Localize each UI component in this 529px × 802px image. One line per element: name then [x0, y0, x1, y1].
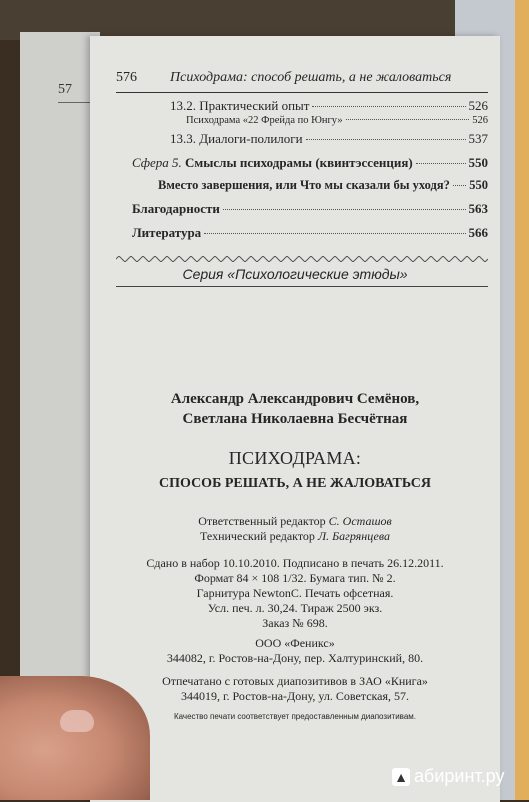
toc-leader	[204, 232, 465, 234]
author-line: Александр Александрович Семёнов,	[170, 391, 420, 407]
toc-entry	[170, 98, 488, 114]
toc-entry-label: Психодрама «22 Фрейда по Юнгу»	[186, 115, 343, 126]
print-info-line: Гарнитура NewtonC. Печать офсетная.	[196, 586, 394, 600]
labirint-book-icon: ▲	[392, 768, 410, 786]
print-info-line: Формат 84 × 108 1/32. Бумага тип. № 2.	[194, 571, 396, 585]
previous-page	[20, 32, 100, 722]
toc-entry	[132, 225, 488, 241]
toc-entry-label: 13.2. Практический опыт	[170, 98, 310, 113]
page-number: 576	[116, 70, 137, 85]
toc-entry-prefix: Сфера 5.	[132, 155, 182, 170]
publisher-line: ООО «Феникс»	[255, 636, 335, 650]
toc-entry	[132, 201, 488, 217]
previous-page-number: 57	[58, 82, 72, 97]
running-title: Психодрама: способ решать, а не жаловаться	[170, 70, 452, 85]
previous-page-rule	[58, 102, 92, 103]
toc-leader	[346, 118, 470, 120]
toc-leader	[416, 162, 466, 164]
toc-entry-page: 550	[469, 178, 488, 192]
printer-line: Отпечатано с готовых диапозитивов в ЗАО «Книга»	[162, 674, 428, 688]
toc-leader	[306, 138, 466, 140]
toc-entry	[132, 155, 488, 171]
book-page	[90, 36, 500, 802]
toc-entry-label: Вместо завершения, или Что мы сказали бы уходя?	[158, 178, 450, 192]
thumbnail	[60, 710, 94, 732]
toc-leader	[453, 184, 466, 186]
authors	[90, 389, 500, 429]
toc-entry	[158, 178, 488, 193]
toc-entry-label: Благодарности	[132, 201, 220, 216]
toc-entry	[170, 131, 488, 147]
toc-entry-page: 537	[468, 131, 488, 146]
series-rule	[116, 286, 488, 287]
print-info	[90, 556, 500, 631]
editors	[90, 514, 500, 544]
author-line: Светлана Николаевна Бесчётная	[182, 411, 408, 427]
watermark-text: абиринт.ру	[414, 766, 505, 786]
book-subtitle: СПОСОБ РЕШАТЬ, А НЕ ЖАЛОВАТЬСЯ	[159, 476, 431, 491]
toc-leader	[312, 105, 465, 107]
header-rule	[116, 92, 488, 93]
hand-holding-book	[0, 676, 150, 800]
toc-entry-page: 566	[468, 225, 488, 240]
toc-entry	[186, 115, 488, 126]
series-name: Серия «Психологические этюды»	[182, 266, 408, 282]
publisher-line: 344082, г. Ростов-на-Дону, пер. Халтуринский, 80.	[166, 651, 424, 665]
publisher	[90, 636, 500, 666]
toc-leader	[223, 208, 466, 210]
technical-editor: Технический редактор Л. Багрянцева	[200, 529, 390, 543]
toc-entry-page: 563	[468, 201, 488, 216]
running-header	[116, 70, 486, 90]
print-info-line: Сдано в набор 10.10.2010. Подписано в печать 26.12.2011.	[146, 556, 444, 570]
toc-entry-page: 526	[468, 98, 488, 113]
print-info-line: Усл. печ. л. 30,24. Тираж 2500 экз.	[207, 601, 383, 615]
quality-note: Качество печати соответствует предоставленным диапозитивам.	[173, 712, 417, 721]
responsible-editor: Ответственный редактор С. Осташов	[198, 514, 392, 528]
toc-entry-page: 550	[468, 155, 488, 170]
ornament-border	[116, 256, 488, 262]
book-title: ПСИХОДРАМА:	[228, 448, 362, 468]
toc-entry-label: 13.3. Диалоги-полилоги	[170, 131, 303, 146]
toc-entry-page: 526	[472, 115, 488, 126]
toc-entry-label: Литература	[132, 225, 202, 240]
toc-entry-label: Сфера 5. Смыслы психодрамы (квинтэссенция)	[132, 155, 413, 170]
print-info-line: Заказ № 698.	[262, 616, 328, 630]
printer	[90, 674, 500, 704]
printer-line: 344019, г. Ростов-на-Дону, ул. Советская, 57.	[180, 689, 410, 703]
watermark	[392, 766, 522, 788]
